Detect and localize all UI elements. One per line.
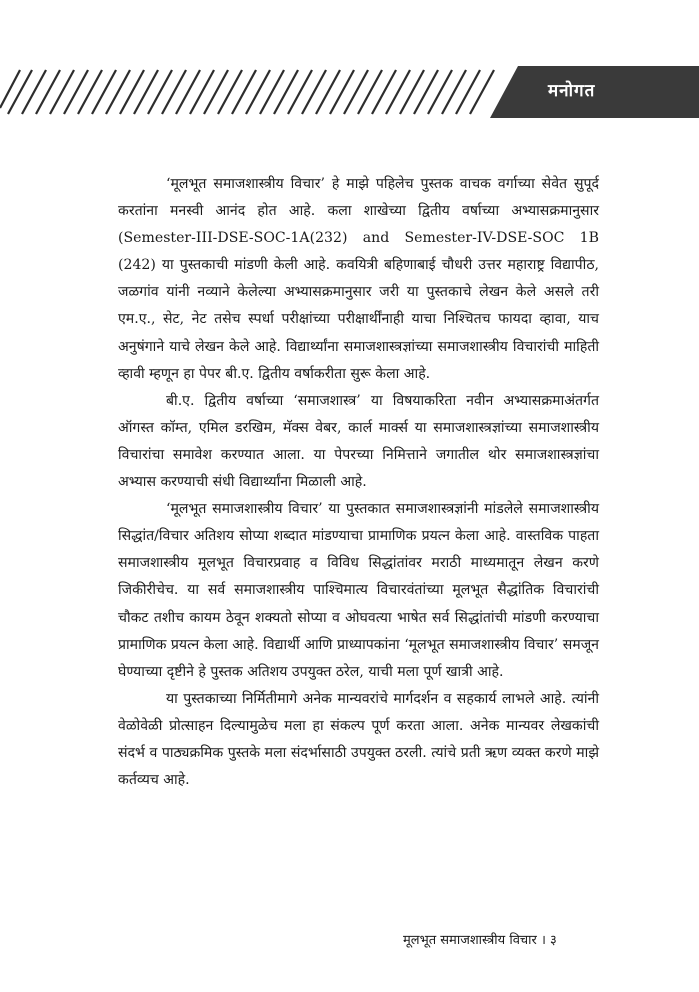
- page-section-title: मनोगत: [548, 81, 596, 101]
- paragraph: बी.ए. द्वितीय वर्षाच्या ‘समाजशास्त्र’ या विषयाकरिता नवीन अभ्यासक्रमाअंतर्गत ऑगस्त कॉम्त, एमिल डरखिम, मॅक्स वेबर, कार्ल मार्क्स या समाजशास्त्रज्ञांच्या समाजशास्त्रीय विचारांचा समावेश करण्यात आला. या पेपरच्या निमित्ताने जगातील थोर समाजशास्त्रज्ञांचा अभ्यास करण्याची संधी विद्यार्थ्यांना मिळाली आहे.: [118, 392, 599, 491]
- paragraph: ‘मूलभूत समाजशास्त्रीय विचार’ या पुस्तकात समाजशास्त्रज्ञांनी मांडलेले समाजशास्त्रीय सिद्धांत/विचार अतिशय सोप्या शब्दात मांडण्याचा प्रामाणिक प्रयत्न केला आहे. वास्तविक पाहता समाजशास्त्रीय मूलभूत विचारप्रवाह व विविध सिद्धांतांवर मराठी माध्यमातून लेखन करणे जिकीरीचेच. या सर्व समाजशास्त्रीय पाश्चिमात्य विचारवंतांच्या मूलभूत सैद्धांतिक विचारांची चौकट तशीच कायम ठेवून शक्यतो सोप्या व ओघवत्या भाषेत सर्व सिद्धांतांची मांडणी करण्याचा प्रामाणिक प्रयत्न केला आहे. विद्यार्थी आणि प्राध्यापकांना ‘मूलभूत समाजशास्त्रीय विचार’ समजून घेण्याच्या दृष्टीने हे पुस्तक अतिशय उपयुक्त ठरेल, याची मला पूर्ण खात्री आहे.: [118, 501, 599, 680]
- paragraph: ‘मूलभूत समाजशास्त्रीय विचार’ हे माझे पहिलेच पुस्तक वाचक वर्गाच्या सेवेत सुपूर्द करतांना मनस्वी आनंद होत आहे. कला शाखेच्या द्वितीय वर्षाच्या अभ्यासक्रमानुसार (Semester-III-DSE-SOC-1A(232) and Semester-IV-DSE-SOC 1B (242) या पुस्तकाची मांडणी केली आहे. कवयित्री बहिणाबाई चौधरी उत्तर महाराष्ट्र विद्यापीठ, जळगांव यांनी नव्याने केलेल्या अभ्यासक्रमानुसार जरी या पुस्तकाचे लेखन केले असले तरी एम.ए., सेट, नेट तसेच स्पर्धा परीक्षांच्या परीक्षार्थींनाही याचा निश्चितच फायदा व्हावा, याच अनुषंगाने याचे लेखन केले आहे. विद्यार्थ्यांना समाजशास्त्रज्ञांच्या समाजशास्त्रीय विचारांची माहिती व्हावी म्हणून हा पेपर बी.ए. द्वितीय वर्षाकरीता सुरू केला आहे.: [118, 176, 599, 382]
- foreword-body: [118, 171, 599, 794]
- paragraph: या पुस्तकाच्या निर्मितीमागे अनेक मान्यवरांचे मार्गदर्शन व सहकार्य लाभले आहे. त्यांनी वेळोवेळी प्रोत्साहन दिल्यामुळेच मला हा संकल्प पूर्ण करता आला. अनेक मान्यवर लेखकांची संदर्भ व पाठ्यक्रमिक पुस्तके मला संदर्भासाठी उपयुक्त ठरली. त्यांचे प्रती ऋण व्यक्त करणे माझे कर्तव्यच आहे.: [118, 690, 599, 789]
- page-footer: मूलभूत समाजशास्त्रीय विचार । ३: [403, 933, 557, 948]
